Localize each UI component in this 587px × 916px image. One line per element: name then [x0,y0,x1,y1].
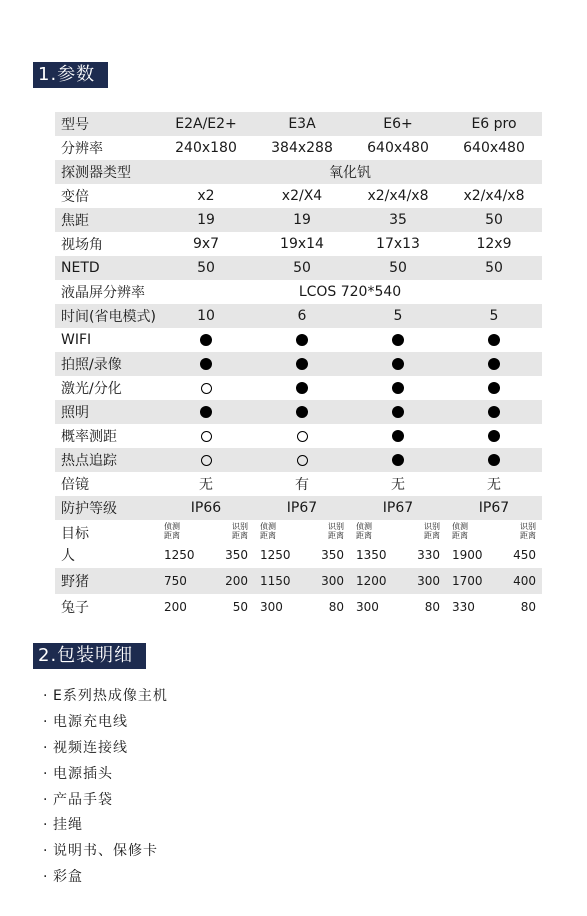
target-row [55,594,542,620]
bullet-icon: · [43,713,49,730]
package-item-text: 产品手袋 [53,791,113,808]
focal-length-value: 19 [254,208,350,232]
package-item [43,865,168,891]
feature-cell [446,448,542,472]
ip-rating-label: 防护等级 [55,496,158,520]
filled-circle-icon [488,406,500,418]
detect-distance: 1250 [260,548,291,562]
package-item [43,839,168,865]
recognize-distance: 300 [321,574,344,588]
lcd-resolution-row [55,280,542,304]
target-distance-cell [158,542,254,568]
netd-value: 50 [446,256,542,280]
package-item [43,788,168,814]
package-item-text: 电源充电线 [53,713,128,730]
recognize-distance: 50 [232,600,248,614]
recognize-distance: 350 [321,548,344,562]
feature-label: 激光/分化 [61,381,122,397]
detect-distance: 300 [260,600,283,614]
resolution-value: 240x180 [175,140,237,156]
field-of-view-value: 17x13 [376,236,420,252]
recognize-distance-label: 识别 距离 [232,522,248,540]
feature-cell [158,448,254,472]
feature-cell [446,424,542,448]
feature-label: 热点追踪 [55,448,158,472]
filled-circle-icon [488,454,500,466]
feature-cell [350,400,446,424]
model-header-row [55,112,542,136]
package-item-text: 视频连接线 [53,739,128,756]
filled-circle-icon [296,358,308,370]
feature-cell [254,400,350,424]
bullet-icon: · [43,817,49,834]
resolution-row [55,136,542,160]
target-label: 目标 [61,526,89,542]
filled-circle-icon [392,406,404,418]
feature-cell [158,424,254,448]
package-item-text: 挂绳 [53,817,83,834]
package-item [43,762,168,788]
detect-distance: 330 [452,600,475,614]
focal-length-value: 19 [158,208,254,232]
feature-cell [158,328,254,352]
ip-rating-value: IP67 [446,496,542,520]
lcd-resolution-label: 液晶屏分辨率 [61,285,145,301]
detect-distance: 1200 [356,574,387,588]
feature-cell [158,400,254,424]
zoom-value: x2/X4 [281,188,323,204]
feature-cell [254,328,350,352]
feature-label: 拍照/录像 [55,352,158,376]
feature-row [55,448,542,472]
filled-circle-icon [488,334,500,346]
runtime-value: 5 [350,304,446,328]
resolution-label: 分辨率 [61,141,103,157]
field-of-view-row [55,232,542,256]
feature-cell [350,376,446,400]
target-name: 人 [61,548,75,564]
package-item [43,710,168,736]
filled-circle-icon [296,406,308,418]
target-distance-cell [350,568,446,594]
scope-label: 倍镜 [61,477,89,493]
zoom-value: x2/x4/x8 [463,188,525,204]
zoom-row [55,184,542,208]
feature-cell [350,328,446,352]
feature-row [55,376,542,400]
feature-row [55,352,542,376]
ip-rating-value: IP66 [158,496,254,520]
scope-value: 无 [487,477,501,493]
empty-circle-icon [201,431,212,442]
bullet-icon: · [43,791,49,808]
filled-circle-icon [200,334,212,346]
empty-circle-icon [201,455,212,466]
target-distance-cell [158,568,254,594]
package-item-text: 说明书、保修卡 [53,843,158,860]
filled-circle-icon [200,358,212,370]
ip-rating-value: IP67 [350,496,446,520]
detect-distance: 1350 [356,548,387,562]
runtime-value: 5 [446,304,542,328]
package-item [43,736,168,762]
package-item-text: 电源插头 [53,765,113,782]
scope-value: 无 [391,477,405,493]
target-distance-cell [446,568,542,594]
feature-cell [350,352,446,376]
field-of-view-label: 视场角 [61,237,103,253]
runtime-value: 6 [254,304,350,328]
recognize-distance-label: 识别 距离 [520,522,536,540]
field-of-view-value: 9x7 [192,236,220,252]
filled-circle-icon [392,382,404,394]
ip-rating-row [55,496,542,520]
target-subheader [254,520,350,542]
netd-value: 50 [254,256,350,280]
zoom-value: x2/x4/x8 [367,188,429,204]
feature-row [55,328,542,352]
feature-cell [446,328,542,352]
feature-cell [446,376,542,400]
model-name: E2A/E2+ [158,112,254,136]
runtime-value: 10 [158,304,254,328]
feature-row [55,424,542,448]
detect-distance: 750 [164,574,187,588]
focal-length-row [55,208,542,232]
netd-label: NETD [55,256,158,280]
package-list [43,684,168,891]
recognize-distance-label: 识别 距离 [424,522,440,540]
filled-circle-icon [392,334,404,346]
target-distance-cell [446,594,542,620]
focal-length-value: 35 [350,208,446,232]
detect-distance: 1150 [260,574,291,588]
filled-circle-icon [392,454,404,466]
filled-circle-icon [200,406,212,418]
detect-distance-label: 侦测 距离 [164,522,180,540]
model-name: E3A [254,112,350,136]
empty-circle-icon [201,383,212,394]
runtime-row [55,304,542,328]
detect-distance-label: 侦测 距离 [356,522,372,540]
filled-circle-icon [488,430,500,442]
recognize-distance: 400 [513,574,536,588]
zoom-label: 变倍 [61,189,89,205]
target-distance-cell [254,594,350,620]
target-distance-cell [446,542,542,568]
recognize-distance: 80 [328,600,344,614]
section-title-package: 2.包装明细 [33,643,146,669]
detect-distance: 300 [356,600,379,614]
package-item [43,684,168,710]
detector-type-value: 氧化钒 [158,160,542,184]
filled-circle-icon [488,382,500,394]
resolution-value: 640x480 [367,140,429,156]
feature-cell [158,352,254,376]
package-item [43,813,168,839]
feature-cell [254,448,350,472]
bullet-icon: · [43,765,49,782]
target-name: 兔子 [61,600,89,616]
detect-distance: 1700 [452,574,483,588]
scope-row [55,472,542,496]
detect-distance-label: 侦测 距离 [260,522,276,540]
target-distance-cell [350,542,446,568]
target-row [55,542,542,568]
target-name: 野猪 [55,568,158,594]
bullet-icon: · [43,843,49,860]
recognize-distance: 80 [424,600,440,614]
recognize-distance: 350 [225,548,248,562]
feature-cell [446,400,542,424]
model-name: E6 pro [446,112,542,136]
filled-circle-icon [296,334,308,346]
field-of-view-value: 19x14 [280,236,324,252]
target-distance-cell [158,594,254,620]
netd-value: 50 [350,256,446,280]
empty-circle-icon [297,455,308,466]
zoom-value: x2 [197,188,215,204]
detector-type-row [55,160,542,184]
model-label: 型号 [55,112,158,136]
filled-circle-icon [392,430,404,442]
feature-label: WIFI [61,332,92,348]
filled-circle-icon [488,358,500,370]
netd-value: 50 [158,256,254,280]
model-name: E6+ [350,112,446,136]
feature-cell [158,376,254,400]
target-subheader [350,520,446,542]
scope-value: 无 [199,477,213,493]
feature-cell [254,376,350,400]
target-header-row [55,520,542,542]
resolution-value: 640x480 [463,140,525,156]
detect-distance: 200 [164,600,187,614]
feature-label: 概率测距 [61,429,117,445]
bullet-icon: · [43,869,49,886]
feature-cell [254,424,350,448]
field-of-view-value: 12x9 [476,236,512,252]
target-subheader [158,520,254,542]
focal-length-value: 50 [446,208,542,232]
target-row [55,568,542,594]
feature-label: 照明 [55,400,158,424]
resolution-value: 384x288 [271,140,333,156]
feature-cell [350,424,446,448]
recognize-distance: 200 [225,574,248,588]
runtime-label: 时间(省电模式) [55,304,158,328]
bullet-icon: · [43,688,49,704]
detect-distance: 1900 [452,548,483,562]
recognize-distance: 80 [520,600,536,614]
recognize-distance: 330 [417,548,440,562]
netd-row [55,256,542,280]
filled-circle-icon [296,382,308,394]
target-distance-cell [254,568,350,594]
ip-rating-value: IP67 [254,496,350,520]
spec-table [55,112,542,620]
feature-cell [254,352,350,376]
bullet-icon: · [43,739,49,756]
scope-value: 有 [295,477,309,493]
target-distance-cell [254,542,350,568]
package-item-text: E系列热成像主机 [53,688,168,704]
filled-circle-icon [392,358,404,370]
recognize-distance: 300 [417,574,440,588]
focal-length-label: 焦距 [55,208,158,232]
feature-cell [446,352,542,376]
feature-cell [350,448,446,472]
recognize-distance-label: 识别 距离 [328,522,344,540]
detector-type-label: 探测器类型 [55,160,158,184]
target-subheader [446,520,542,542]
package-item-text: 彩盒 [53,869,83,886]
lcd-resolution-value: LCOS 720*540 [298,284,402,300]
empty-circle-icon [297,431,308,442]
feature-row [55,400,542,424]
detect-distance: 1250 [164,548,195,562]
recognize-distance: 450 [513,548,536,562]
detect-distance-label: 侦测 距离 [452,522,468,540]
target-distance-cell [350,594,446,620]
section-title-parameters: 1.参数 [33,62,108,88]
